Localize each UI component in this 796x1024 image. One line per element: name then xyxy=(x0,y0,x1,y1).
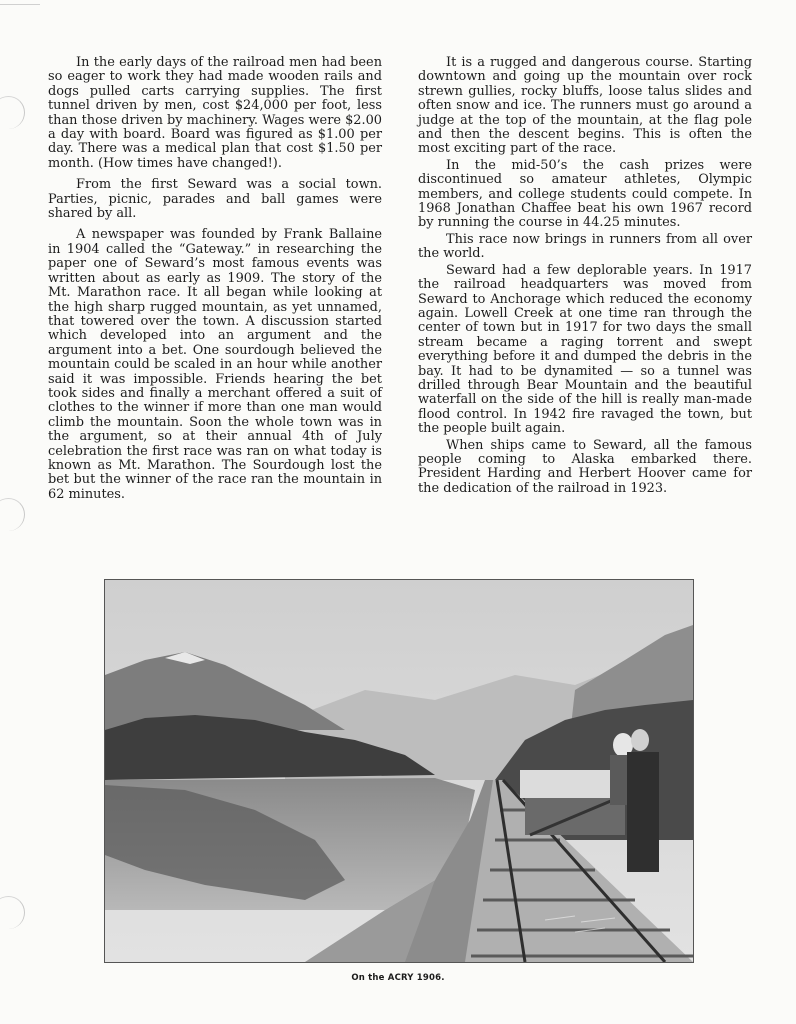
page-edge-mark xyxy=(0,4,40,5)
paragraph-worldwide-runners: This race now brings in runners from all over the world. xyxy=(418,231,752,262)
punch-hole-bottom xyxy=(0,896,25,929)
paragraph-deplorable-years: Seward had a few deplorable years. In 1917 the railroad headquarters was moved from Seward to Anchorage which reduced the economy again. Lowell Creek at one time ran through the center of town but in 1917 for two days the small stream became a raging torrent and swept everything before it and dumped the debris in the bay. It had to be dynamited — so a tunnel was drilled through Bear Mountain and the beautiful waterfall on the side of the hill is really man-made flood control. In 1942 fire ravaged the town, but the people built again. xyxy=(418,262,752,437)
paragraph-cash-prizes: In the mid-50’s the cash prizes were discontinued so amateur athletes, Olympic members, and college students could compete. In 1968 Jonathan Chaffee beat his own 1967 record by running the course in 44.25 minutes. xyxy=(418,157,752,231)
paragraph-railroad-early-days: In the early days of the railroad men had been so eager to work they had made wooden rails and dogs pulled carts carrying supplies. The first tunnel driven by men, cost $24,000 per foot, less than those driven by machinery. Wages were $2.00 a day with board. Board was figured as $1.00 per day. There was a medical plan that cost $1.50 per month. (How times have changed!). xyxy=(48,55,382,171)
paragraph-social-town: From the first Seward was a social town. Parties, picnic, parades and ball games were shared by all. xyxy=(48,177,382,222)
left-text-column xyxy=(48,56,382,509)
paragraph-mt-marathon-origin: A newspaper was founded by Frank Ballaine in 1904 called the “Gateway.” in researching the paper one of Seward’s most famous events was written about as early as 1909. The story of the Mt. Marathon race. It all began while looking at the high sharp rugged mountain, as yet unnamed, that towered over the town. A discussion started which developed into an argument and the argument into a bet. One sourdough believed the mountain could be scaled in an hour while another said it was impossible. Friends hearing the bet took sides and finally a merchant offered a suit of clothes to the winner if more than one man would climb the mountain. Soon the whole town was in the argument, so at their annual 4th of July celebration the first race was ran on what today is known as Mt. Marathon. The Sourdough lost the bet but the winner of the race ran the mountain in 62 minutes. xyxy=(48,227,382,502)
right-text-column xyxy=(418,56,752,498)
paragraph-race-course: It is a rugged and dangerous course. Starting downtown and going up the mountain over rock strewn gullies, rocky bluffs, loose talus slides and often snow and ice. The runners must go around a judge at the top of the mountain, at the flag pole and then the descent begins. This is often the most exciting part of the race. xyxy=(418,55,752,157)
photo-caption: On the ACRY 1906. xyxy=(351,973,445,983)
historic-railroad-photo xyxy=(104,579,694,963)
punch-hole-middle xyxy=(0,498,25,531)
paragraph-famous-visitors: When ships came to Seward, all the famous people coming to Alaska embarked there. President Harding and Herbert Hoover came for the dedication of the railroad in 1923. xyxy=(418,437,752,496)
punch-hole-top xyxy=(0,96,25,129)
